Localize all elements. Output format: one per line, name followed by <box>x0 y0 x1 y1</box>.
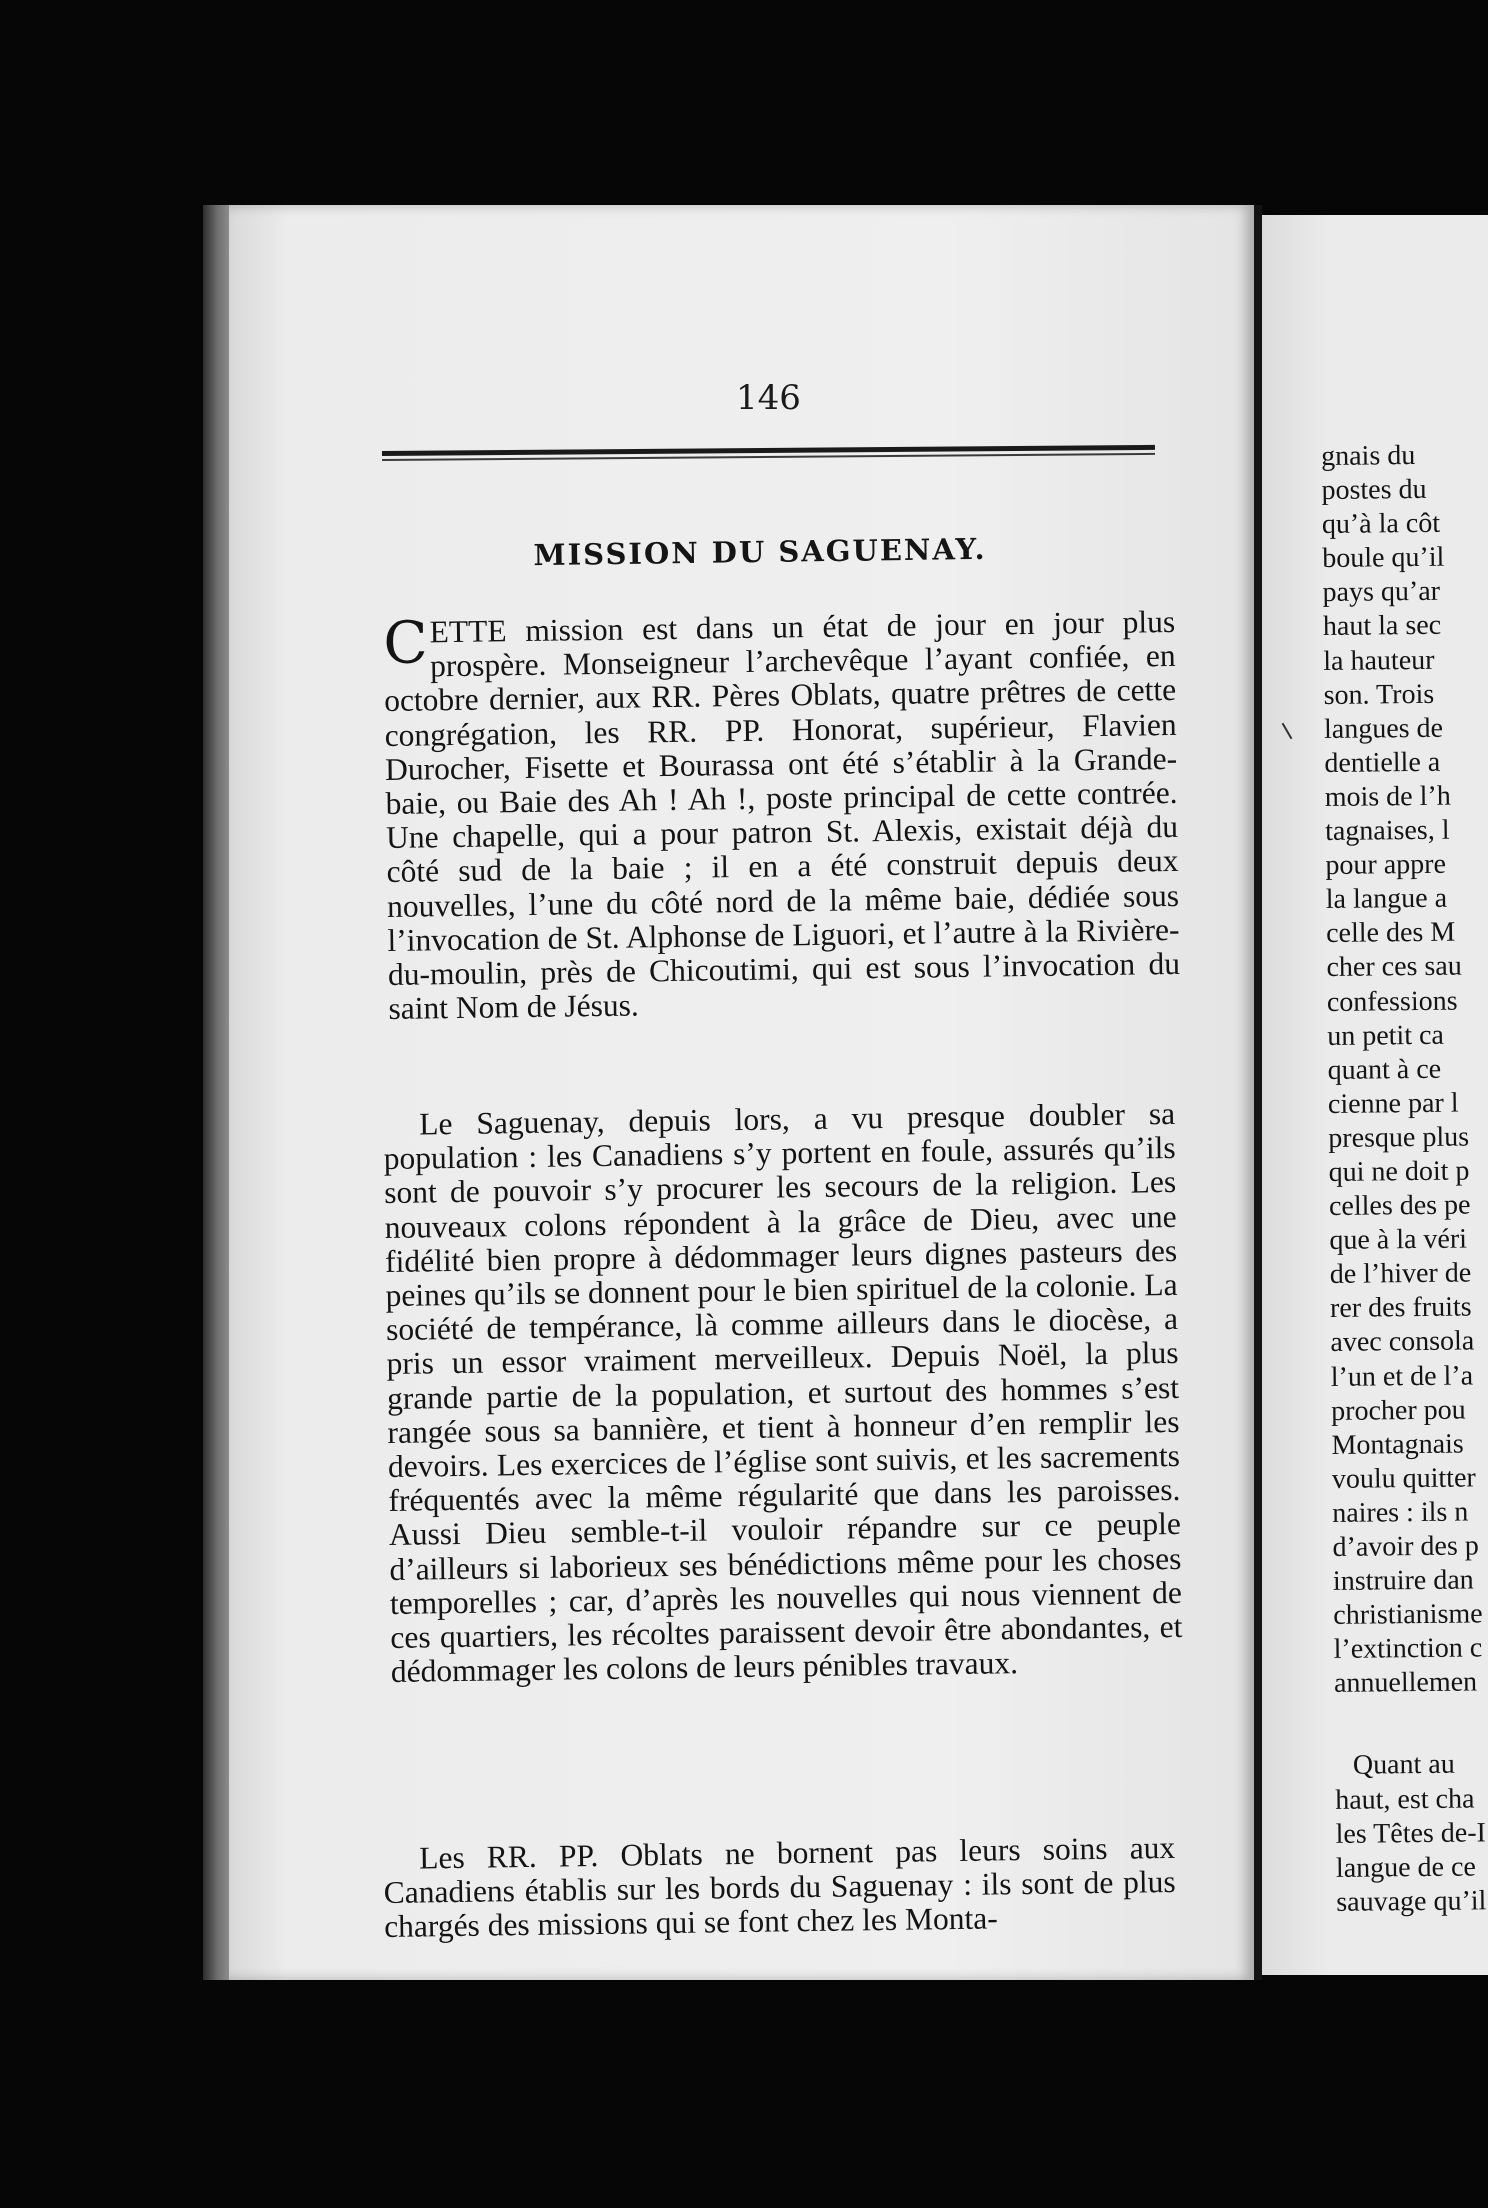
facing-page-line: cher ces sau <box>1326 950 1462 984</box>
facing-page-text <box>1321 438 1488 1920</box>
paragraph-3-text: Les RR. PP. Oblats ne bornent pas leurs soins aux Canadiens établis sur les bords du Saguenay : ils sont de plus chargés des missions qui se font chez les Monta- <box>383 1829 1176 1945</box>
facing-page-line: celle des M <box>1326 916 1456 950</box>
paragraph-2-text: Le Saguenay, depuis lors, a vu presque doubler sa population : les Canadiens s’y portent en foule, assurés qu’ils sont de pouvoir s’y procurer les secours de la religion. Les nouveaux colons répondent à la grâce de Dieu, avec une fidélité bien propre à dédommager leurs dignes pasteurs des peines qu’ils se donnent pour le bien spirituel de la colonie. La société de tempérance, là comme ailleurs dans le diocèse, a pris un essor vraiment merveilleux. Depuis Noël, la plus grande partie de la population, et surtout des hommes s’est rangée sous sa bannière, et tient à honneur d’en remplir les devoirs. Les exercices de l’église sont suivis, et les sacrements fréquentés avec la même régularité que dans les paroisses. Aussi Dieu semble-t-il vouloir répandre sur ce peuple d’ailleurs si laborieux ses bénédictions même pour les choses temporelles ; car, d’après les nouvelles qui nous viennent de ces quartiers, les récoltes paraissent devoir être abondantes, et dédommager les colons de leurs pénibles travaux. <box>383 1095 1183 1690</box>
paragraph-1 <box>383 605 1181 1026</box>
facing-page-line: boule qu’il <box>1322 541 1445 575</box>
facing-page-line: l’un et de l’a <box>1330 1359 1474 1393</box>
facing-page-line: Montagnais <box>1331 1428 1464 1461</box>
facing-page-line: haut, est cha <box>1335 1783 1475 1816</box>
paragraph-2 <box>383 1097 1183 1689</box>
facing-page-line: mois de l’h <box>1324 780 1451 813</box>
facing-page-line: de l’hiver de <box>1329 1257 1472 1291</box>
facing-page-line: que à la véri <box>1329 1223 1468 1257</box>
facing-page-line: Quant au <box>1352 1749 1455 1782</box>
facing-page-line: gnais du <box>1321 440 1416 472</box>
facing-page-line: presque plus <box>1328 1121 1470 1154</box>
facing-page-line: d’avoir des p <box>1332 1530 1479 1563</box>
section-heading: MISSION DU SAGUENAY. <box>533 531 987 573</box>
facing-page-line: pour appre <box>1325 848 1447 882</box>
facing-page-line: langue de ce <box>1335 1851 1477 1884</box>
facing-page-line: celles des pe <box>1328 1189 1471 1223</box>
facing-page-line: pays qu’ar <box>1322 576 1441 609</box>
facing-page-line: haut la sec <box>1322 610 1442 643</box>
facing-page-line: voulu quitter <box>1331 1462 1476 1495</box>
facing-page-line: tagnaises, l <box>1324 814 1450 848</box>
facing-page-line: un petit ca <box>1327 1019 1445 1052</box>
facing-page-line: christianisme <box>1333 1598 1483 1632</box>
facing-page-line <box>1334 1699 1488 1749</box>
left-page <box>229 205 1254 1980</box>
book-spine <box>203 205 229 1980</box>
facing-page-line: la langue a <box>1325 882 1448 916</box>
facing-page-line: procher pou <box>1331 1394 1466 1427</box>
facing-page-line: confessions <box>1326 985 1458 1018</box>
facing-page-line: postes du <box>1321 473 1427 507</box>
facing-page-line: naires : ils n <box>1332 1496 1469 1529</box>
facing-page-line: dentielle a <box>1324 746 1441 779</box>
facing-page-line: sauvage qu’il <box>1336 1885 1487 1918</box>
facing-page-line: les Têtes de-I <box>1335 1817 1487 1850</box>
facing-page-line: l’extinction c <box>1333 1632 1483 1666</box>
facing-page-line: cienne par l <box>1327 1087 1459 1120</box>
facing-page-line: son. Trois <box>1323 678 1435 711</box>
facing-page-line: la hauteur <box>1323 644 1435 677</box>
paragraph-1-text: ETTE mission est dans un état de jour en jour plus prospère. Monseigneur l’archevêque l’ayant confiée, en octobre dernier, aux RR. Pères Oblats, quatre prêtres de cette congrégation, les RR. PP. Honorat, supérieur, Flavien Durocher, Fisette et Bourassa ont été s’établir à la Grande-baie, ou Baie des Ah ! Ah !, poste principal de cette contrée. Une chapelle, qui a pour patron St. Alexis, existait déjà du côté sud de la baie ; il en a été construit depuis deux nouvelles, l’une du côté nord de la même baie, dédiée sous l’invocation de St. Alphonse de Liguori, et l’autre à la Rivière-du-moulin, près de Chicoutimi, qui est sous l’invocation du saint Nom de Jésus. <box>383 603 1181 1027</box>
facing-page-line: annuellemen <box>1333 1666 1478 1700</box>
paragraph-3 <box>383 1831 1176 1945</box>
facing-page-line: qui ne doit p <box>1328 1155 1470 1188</box>
facing-page-line: langues de <box>1323 712 1444 745</box>
facing-page-line: qu’à la côt <box>1321 507 1441 541</box>
facing-page-line: quant à ce <box>1327 1053 1442 1086</box>
drop-cap: C <box>382 608 429 677</box>
page-gutter <box>1254 205 1262 1980</box>
page-number: 146 <box>736 378 801 418</box>
facing-page-line: instruire dan <box>1332 1564 1474 1598</box>
facing-page-line: avec consola <box>1330 1325 1475 1359</box>
facing-page-line: rer des fruits <box>1329 1291 1472 1325</box>
